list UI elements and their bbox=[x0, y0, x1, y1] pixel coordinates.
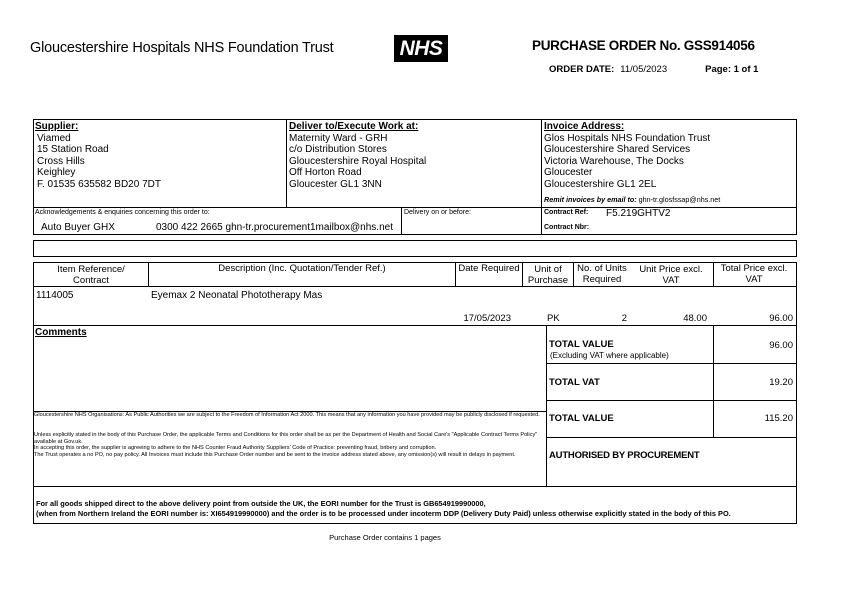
ack-divider-1 bbox=[401, 207, 402, 235]
comments-box bbox=[33, 325, 797, 487]
supplier-line: F. 01535 635582 BD20 7DT bbox=[37, 178, 161, 190]
comments-heading: Comments bbox=[35, 327, 87, 338]
invoice-line: Gloucester bbox=[544, 167, 593, 179]
nhs-logo: NHS bbox=[394, 35, 448, 62]
supplier-line: Cross Hills bbox=[37, 155, 85, 167]
page-indicator: Page: 1 of 1 bbox=[705, 64, 759, 75]
organisation-name: Gloucestershire Hospitals NHS Foundation Trust bbox=[30, 40, 334, 56]
terms-line: Unless explicitly stated in the body of this Purchase Order, the applicable Terms and Conditions for this order shall be as per the Department of Health and Social Care's "Applicable Contract Terms Policy" available at Gov.uk. bbox=[34, 432, 538, 445]
buyer-name: Auto Buyer GHX bbox=[41, 222, 115, 233]
col-divider bbox=[148, 262, 149, 287]
row-total: 96.00 bbox=[769, 313, 793, 324]
invoice-block bbox=[544, 121, 794, 205]
grand-total-label: TOTAL VALUE bbox=[549, 413, 614, 424]
remit-email[interactable]: ghn-tr.glosfssap@nhs.net bbox=[638, 194, 721, 204]
foi-notice bbox=[34, 412, 542, 419]
supplier-heading: Supplier: bbox=[35, 121, 79, 132]
eori-line: (when from Northern Ireland the EORI number is: XI654919990000) and the order is to be processed under incoterm DDP (Delivery Duty Paid) unless otherwise explicitly stated in the body of this PO. bbox=[36, 508, 731, 518]
invoice-line: Victoria Warehouse, The Docks bbox=[544, 155, 684, 167]
terms-line: The Trust operates a no PO, no pay policy. All Invoices must include this Purchase Order number and be sent to the invoice address stated above, any omission(s) will result in delays in payment. bbox=[34, 451, 516, 458]
eori-text bbox=[36, 499, 794, 518]
order-date-value: 11/05/2023 bbox=[620, 64, 668, 75]
page-count-footer: Purchase Order contains 1 pages bbox=[329, 533, 441, 542]
order-date-line bbox=[549, 64, 758, 75]
col-header-item-ref: Item Reference/ Contract bbox=[57, 264, 125, 286]
col-header-date-required: Date Required bbox=[458, 263, 520, 274]
total-vat-label: TOTAL VAT bbox=[549, 377, 600, 388]
delivery-date-label: Delivery on or before: bbox=[404, 209, 471, 216]
total-value-amount: 96.00 bbox=[769, 340, 793, 351]
deliver-block bbox=[289, 121, 539, 191]
deliver-heading: Deliver to/Execute Work at: bbox=[289, 121, 419, 132]
authorised-label: AUTHORISED BY PROCUREMENT bbox=[549, 450, 700, 461]
total-value-label: TOTAL VALUE bbox=[549, 339, 614, 350]
ack-label: Acknowledgements & enquiries concerning this order to: bbox=[35, 209, 210, 216]
col-header-description: Description (Inc. Quotation/Tender Ref.) bbox=[218, 263, 386, 274]
col-header-unit-price: Unit Price excl. VAT bbox=[639, 264, 703, 286]
address-divider-1 bbox=[286, 119, 287, 208]
row-description: Eyemax 2 Neonatal Phototherapy Mas bbox=[151, 290, 323, 301]
row-qty: 2 bbox=[621, 313, 627, 324]
col-header-total: Total Price excl. VAT bbox=[720, 263, 788, 285]
row-unit: PK bbox=[547, 313, 560, 324]
foi-text: Gloucestershire NHS Organisations: As Public Authorities we are subject to the Freedom of Information Act 2000. This means that any information you have provided may be publicly disclosed if requested. bbox=[34, 412, 540, 418]
invoice-line: Glos Hospitals NHS Foundation Trust bbox=[544, 132, 711, 144]
deliver-line: Gloucestershire Royal Hospital bbox=[289, 155, 427, 167]
address-divider-2 bbox=[541, 119, 542, 208]
remit-line bbox=[544, 194, 794, 206]
blank-bar bbox=[33, 240, 797, 257]
col-header-qty: No. of Units Required bbox=[577, 263, 627, 285]
deliver-line: c/o Distribution Stores bbox=[289, 144, 387, 156]
contract-nbr-label: Contract Nbr: bbox=[544, 224, 590, 231]
purchase-order-title: PURCHASE ORDER No. GSS914056 bbox=[532, 38, 755, 53]
contract-ref-label: Contract Ref: bbox=[544, 209, 589, 216]
totals-left-rule bbox=[546, 325, 547, 487]
supplier-line: 15 Station Road bbox=[37, 144, 109, 156]
row-unit-price: 48.00 bbox=[683, 313, 707, 324]
invoice-line: Gloucestershire Shared Services bbox=[544, 144, 691, 156]
totals-rule bbox=[546, 437, 797, 438]
terms-text bbox=[34, 432, 542, 458]
terms-line: In accepting this order, the supplier is agreeing to adhere to the NHS Counter Fraud Authority Suppliers' Code of Practice: preventing fraud, bribery and corruption. bbox=[34, 445, 437, 451]
total-vat-amount: 19.20 bbox=[769, 377, 793, 388]
eori-line: For all goods shipped direct to the above delivery point from outside the UK, the EORI number for the Trust is GB654919990000, bbox=[36, 499, 486, 508]
deliver-line: Off Horton Road bbox=[289, 167, 362, 179]
invoice-heading: Invoice Address: bbox=[544, 121, 625, 132]
deliver-line: Gloucester GL1 3NN bbox=[289, 178, 382, 190]
remit-label: Remit invoices by email to: bbox=[544, 194, 637, 204]
grand-total-amount: 115.20 bbox=[764, 413, 793, 424]
supplier-line: Viamed bbox=[37, 132, 71, 144]
order-date-label: ORDER DATE: bbox=[549, 64, 615, 75]
row-date-required: 17/05/2023 bbox=[463, 313, 511, 324]
ack-divider-2 bbox=[541, 207, 542, 235]
col-header-unit: Unit of Purchase bbox=[527, 264, 569, 286]
buyer-contact[interactable]: 0300 422 2665 ghn-tr.procurement1mailbox@nhs.net bbox=[156, 222, 393, 233]
contract-ref-value: F5.219GHTV2 bbox=[606, 208, 671, 219]
total-value-note: (Excluding VAT where applicable) bbox=[550, 351, 669, 360]
row-item-ref: 1114005 bbox=[36, 290, 74, 301]
supplier-line: Keighley bbox=[37, 167, 76, 179]
deliver-line: Maternity Ward - GRH bbox=[289, 132, 388, 144]
invoice-line: Gloucestershire GL1 2EL bbox=[544, 178, 657, 190]
totals-rule bbox=[546, 400, 797, 401]
totals-rule bbox=[546, 363, 797, 364]
supplier-block bbox=[35, 121, 283, 191]
